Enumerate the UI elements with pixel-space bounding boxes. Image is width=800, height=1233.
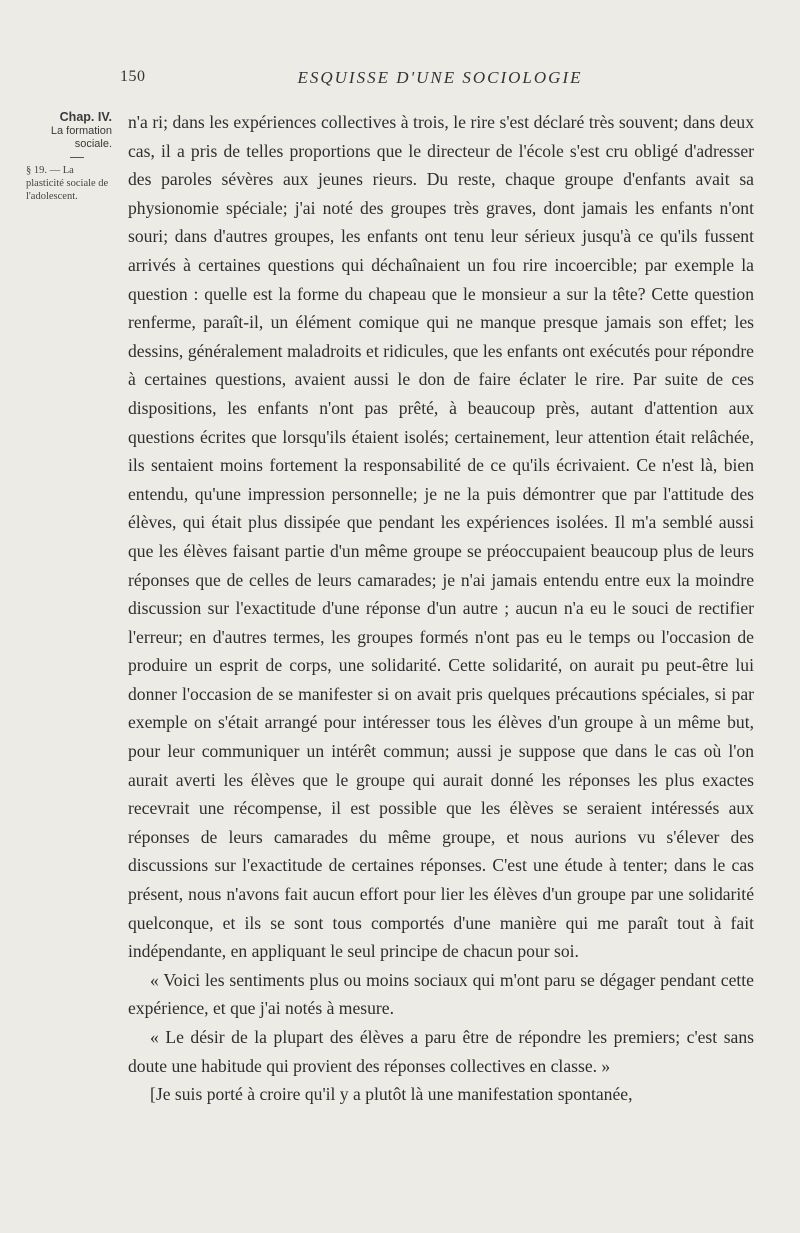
book-title: ESQUISSE D'UNE SOCIOLOGIE xyxy=(297,68,583,87)
margin-notes xyxy=(26,110,112,203)
page-number: 150 xyxy=(120,68,146,85)
body-text xyxy=(128,108,754,1109)
paragraph-2: « Voici les sentiments plus ou moins sociaux qui m'ont paru se dégager pendant cette expérience, et que j'ai notés à mesure. xyxy=(128,969,754,1019)
margin-chapter: Chap. IV. xyxy=(59,110,112,124)
paragraph-1: n'a ri; dans les expériences collectives à trois, le rire s'est déclaré très souvent; dans deux cas, il a pris de telles proportions que le directeur de l'école s'est cru obligé d'adresser des paroles sévères aux jeunes rieurs. Du reste, chaque groupe d'enfants avait sa physionomie spéciale; j'ai noté des groupes très graves, dont jamais les enfants n'ont souri; dans d'autres groupes, les enfants ont tenu leur sérieux jusqu'à ce qu'ils fussent arrivés à certaines questions qui déchaînaient un fou rire incoercible; par exemple la question : quelle est la forme du chapeau que le monsieur a sur la tête? Cette question renferme, paraît-il, un élément comique qui ne manque presque jamais son effet; les dessins, généralement maladroits et ridicules, que les enfants ont exécutés pour répondre à certaines questions, avaient aussi le don de faire éclater le rire. Par suite de ces dispositions, les enfants n'ont pas prêté, à beaucoup près, autant d'attention aux questions écrites que lorsqu'ils étaient isolés; certainement, leur attention était relâchée, ils sentaient moins fortement la responsabilité de ce qu'ils écrivaient. Ce n'est là, bien entendu, qu'une impression personnelle; je ne la puis démontrer que par l'attitude des élèves, qui était plus dissipée que pendant les expériences isolées. Il m'a semblé aussi que les élèves faisant partie d'un même groupe se préoccupaient beaucoup plus de leurs réponses que de celles de leurs camarades; je n'ai jamais entendu entre eux la moindre discussion sur l'exactitude d'une réponse d'un autre ; aucun n'a eu le souci de rectifier l'erreur; en d'autres termes, les groupes formés n'ont pas eu le temps ou l'occasion de produire un esprit de corps, une solidarité. Cette solidarité, on aurait pu peut-être lui donner l'occasion de se manifester si on avait pris quelques précautions spéciales, si par exemple on s'était arrangé pour intéresser tous les élèves d'un groupe à un même but, pour leur communiquer un intérêt commun; aussi je suppose que dans le cas où l'on aurait averti les élèves que le groupe qui aurait donné les réponses les plus exactes recevrait une récompense, il est possible que les élèves se seraient intéressés aux réponses de leurs camarades du même groupe, et nous aurions vu s'élever des discussions sur l'exactitude de certaines réponses. C'est une étude à tenter; dans le cas présent, nous n'avons fait aucun effort pour lier les élèves d'un groupe par une solidarité quelconque, et ils se sont tous comportés d'une manière qui me paraît tout à fait indépendante, en appliquant le seul principe de chacun pour soi. xyxy=(128,112,754,962)
margin-divider xyxy=(70,157,84,158)
paragraph-4: [Je suis porté à croire qu'il y a plutôt là une manifestation spontanée, xyxy=(150,1084,633,1105)
paragraph-3: « Le désir de la plupart des élèves a paru être de répondre les premiers; c'est sans doute une habitude qui provient des réponses collectives en classe. » xyxy=(128,1027,754,1076)
margin-chapter-subtitle: La formation sociale. xyxy=(50,125,112,150)
running-head xyxy=(120,68,760,92)
margin-section-note: § 19. — La plasticité sociale de l'adolescent. xyxy=(26,165,109,202)
